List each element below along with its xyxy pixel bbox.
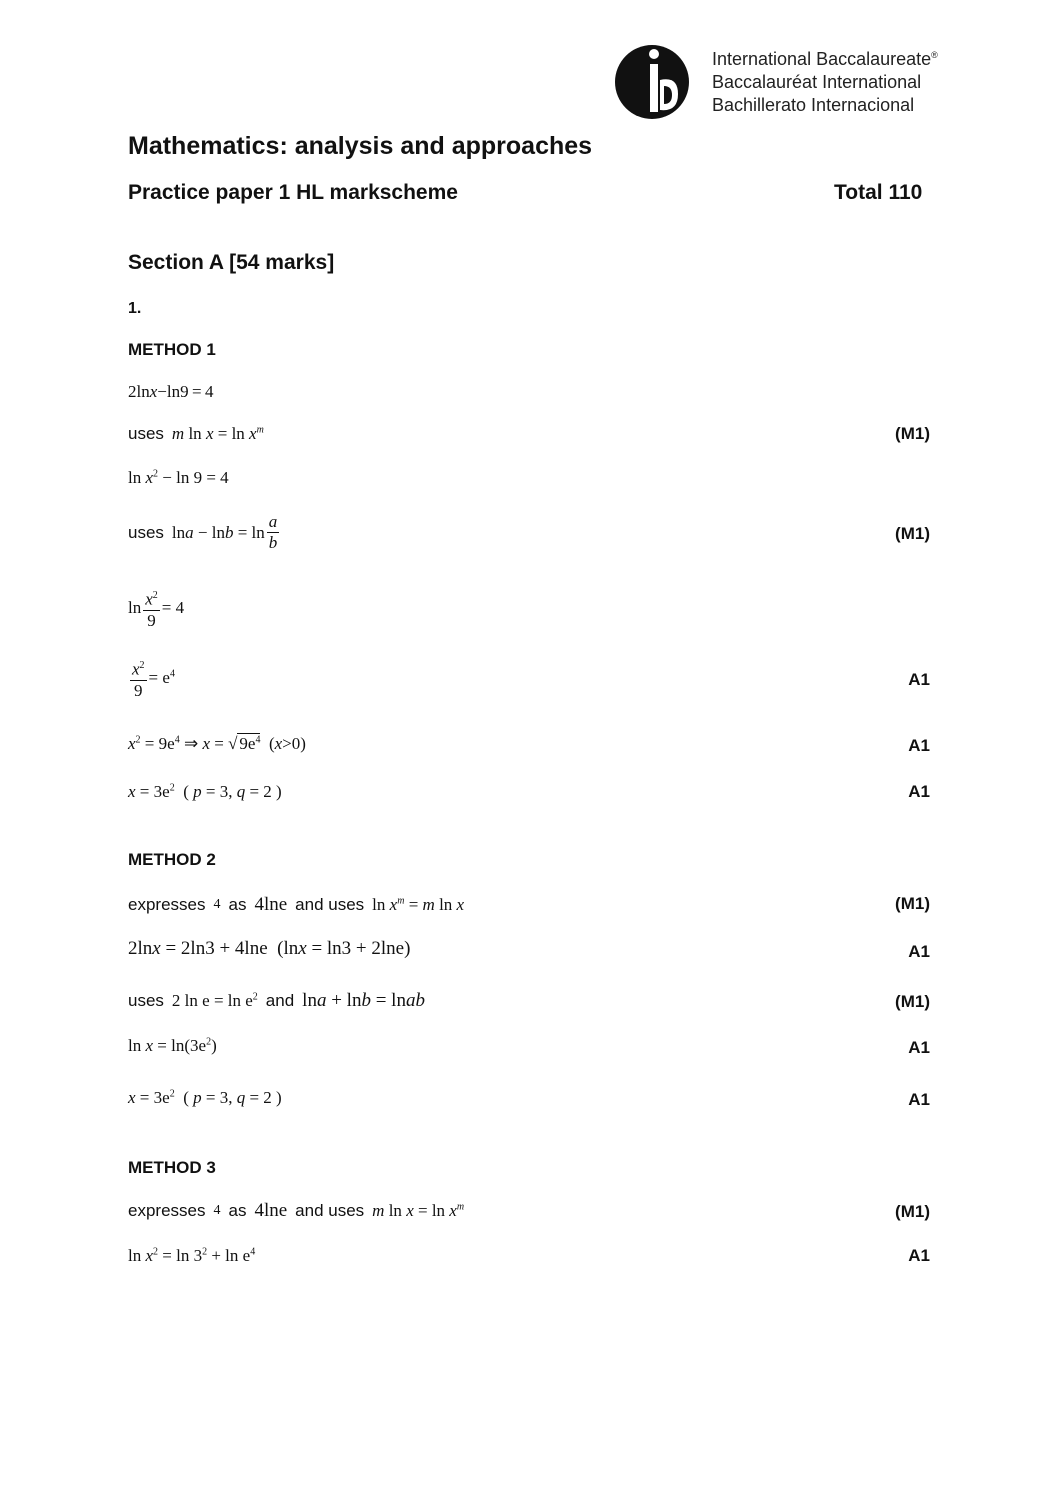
registered-mark: ® — [931, 50, 938, 60]
mark-a1: A1 — [908, 782, 930, 801]
org-line-fr: Baccalauréat International — [712, 72, 922, 92]
and-word: and — [265, 991, 295, 1010]
m2-step-3: uses 2 $\ln e = \ln e^2$ and lna + lnb = lnab — [128, 990, 425, 1011]
m1-step-6: $\frac{x^2}{9}$ = $e^4$ — [128, 656, 175, 701]
m1-step-8: $x = 3e^2$ ( p = 3, q = 2 ) — [128, 782, 282, 801]
mark-m1: (M1) — [895, 424, 930, 443]
organisation-name — [712, 44, 938, 117]
mark-a1: A1 — [908, 670, 930, 689]
as-word: as — [228, 895, 247, 914]
uses-word: uses — [128, 424, 164, 443]
uses-word: uses — [128, 991, 164, 1010]
org-line-es: Bachillerato Internacional — [712, 95, 915, 115]
mark-a1: A1 — [908, 1038, 930, 1057]
mark-a1: A1 — [908, 1090, 930, 1109]
mark-m1: (M1) — [895, 894, 930, 913]
mark-m1: (M1) — [895, 1202, 930, 1221]
org-line-en: International Baccalaureate — [712, 49, 932, 69]
m2-step-1: expresses 4 as 4lne and uses $\ln x^m = m$ ln x — [128, 894, 465, 915]
method-2-heading: METHOD 2 — [128, 850, 216, 869]
m2-step-5: $x = 3e^2$ ( p = 3, q = 2 ) — [128, 1088, 282, 1107]
as-word: as — [228, 1201, 247, 1220]
m2-step-2: 2lnx = 2ln3 + 4lne (lnx = ln3 + 2lne) — [128, 938, 411, 959]
mark-a1: A1 — [908, 1246, 930, 1265]
m1-step-4: uses lna − lnb = ln $\frac{a}{b}$ — [128, 512, 278, 552]
mark-m1: (M1) — [895, 524, 930, 543]
section-heading: Section A [54 marks] — [128, 251, 335, 274]
m1-step-7: $x^2 = 9e^4$ ⇒ x = √ $9e^4$ (x>0) — [128, 734, 306, 753]
expresses-word: expresses — [128, 1201, 206, 1220]
mark-m1: (M1) — [895, 992, 930, 1011]
m3-step-2: $\ln x^2 = \ln 3^2 + \ln e^4$ — [128, 1246, 256, 1265]
mark-a1: A1 — [908, 736, 930, 755]
method-3-heading: METHOD 3 — [128, 1158, 216, 1177]
method-1-heading: METHOD 1 — [128, 340, 216, 359]
uses-word: uses — [128, 522, 164, 542]
expresses-word: expresses — [128, 895, 206, 914]
m1-step-2: uses m $\ln x = \ln x^m$ — [128, 424, 264, 443]
m1-step-1: 2lnx−ln9 = 4 — [128, 382, 214, 401]
m2-step-4: $\ln x = \ln(3e^2)$ — [128, 1036, 217, 1055]
question-number: 1. — [128, 300, 142, 317]
mark-a1: A1 — [908, 942, 930, 961]
m1-step-5: ln $\frac{x^2}{9}$ = 4 — [128, 586, 184, 631]
total-marks: Total 110 — [834, 181, 923, 204]
and-uses-word: and uses — [295, 1201, 365, 1220]
m3-step-1: expresses 4 as 4lne and uses m $\ln x = \ln x^m$ — [128, 1200, 465, 1221]
m1-step-3: $\ln x^2 - \ln 9 = 4$ — [128, 468, 229, 487]
document-subtitle: Practice paper 1 HL markscheme — [128, 181, 458, 204]
document-title: Mathematics: analysis and approaches — [128, 132, 593, 160]
and-uses-word: and uses — [295, 895, 365, 914]
ib-logo — [614, 40, 690, 124]
